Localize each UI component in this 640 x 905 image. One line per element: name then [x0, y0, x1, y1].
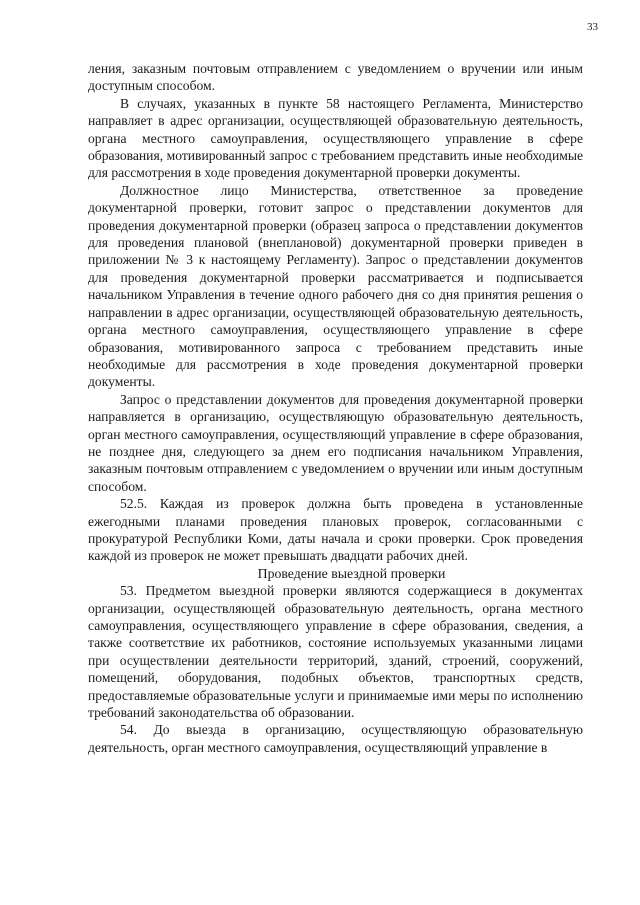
paragraph: Запрос о представлении документов для проведения документарной проверки направляется в организацию, осуществляющую образовательную деятельность, орган местного самоуправления, осуществляющий управление в сфере образования, не позднее дня, следующего за днем его подписания начальником Управления, заказным почтовым отправлением с уведомлением о вручении или иным доступным способом. [88, 391, 583, 494]
paragraph: 52.5. Каждая из проверок должна быть проведена в установленные ежегодными планами проведения плановых проверок, согласованными с прокуратурой Республики Коми, даты начала и сроки проверки. Срок проведения каждой из проверок не может превышать двадцати рабочих дней. [88, 496, 583, 564]
paragraph: Должностное лицо Министерства, ответственное за проведение документарной проверки, готовит запрос о представлении документов для проведения документарной проверки (образец запроса о представлении документов для проведения плановой (внеплановой) документарной проверки приведен в приложении № 3 к настоящему Регламенту). Запрос о представлении документов для проведения документарной проверки рассматривается и подписывается начальником Управления в течение одного рабочего дня со дня принятия решения о направлении в адрес организации, осуществляющей образовательную деятельность, органа местного самоуправления, осуществляющего управление в сфере образования, мотивированного запроса с требованием представить иные необходимые для рассмотрения в ходе проведения документарной проверки документы. [88, 182, 583, 390]
document-body [88, 60, 583, 756]
section-heading: Проведение выездной проверки [257, 565, 446, 581]
paragraphs-after-heading [88, 582, 583, 756]
paragraph: ления, заказным почтовым отправлением с уведомлением о вручении или иным доступным способом. [88, 61, 583, 94]
paragraph: 54. До выезда в организацию, осуществляющую образовательную деятельность, орган местного самоуправления, осуществляющий управление в [88, 722, 583, 755]
paragraphs-before-heading [88, 60, 583, 565]
paragraph: В случаях, указанных в пункте 58 настоящего Регламента, Министерство направляет в адрес организации, осуществляющей образовательную деятельность, органа местного самоуправления, осуществляющего управление в сфере образования, мотивированный запрос с требованием представить иные необходимые для рассмотрения в ходе проведения документарной проверки документы. [88, 95, 583, 181]
paragraph: 53. Предметом выездной проверки являются содержащиеся в документах организации, осуществляющей образовательную деятельность, органа местного самоуправления, осуществляющего управление в сфере образования, сведения, а также соответствие их работников, состояние используемых указанными лицами при осуществлении деятельности территорий, зданий, строений, сооружений, помещений, оборудования, подобных объектов, транспортных средств, предоставляемые образовательные услуги и принимаемые ими меры по исполнению требований законодательства об образовании. [88, 583, 583, 721]
page-number: 33 [587, 21, 598, 33]
